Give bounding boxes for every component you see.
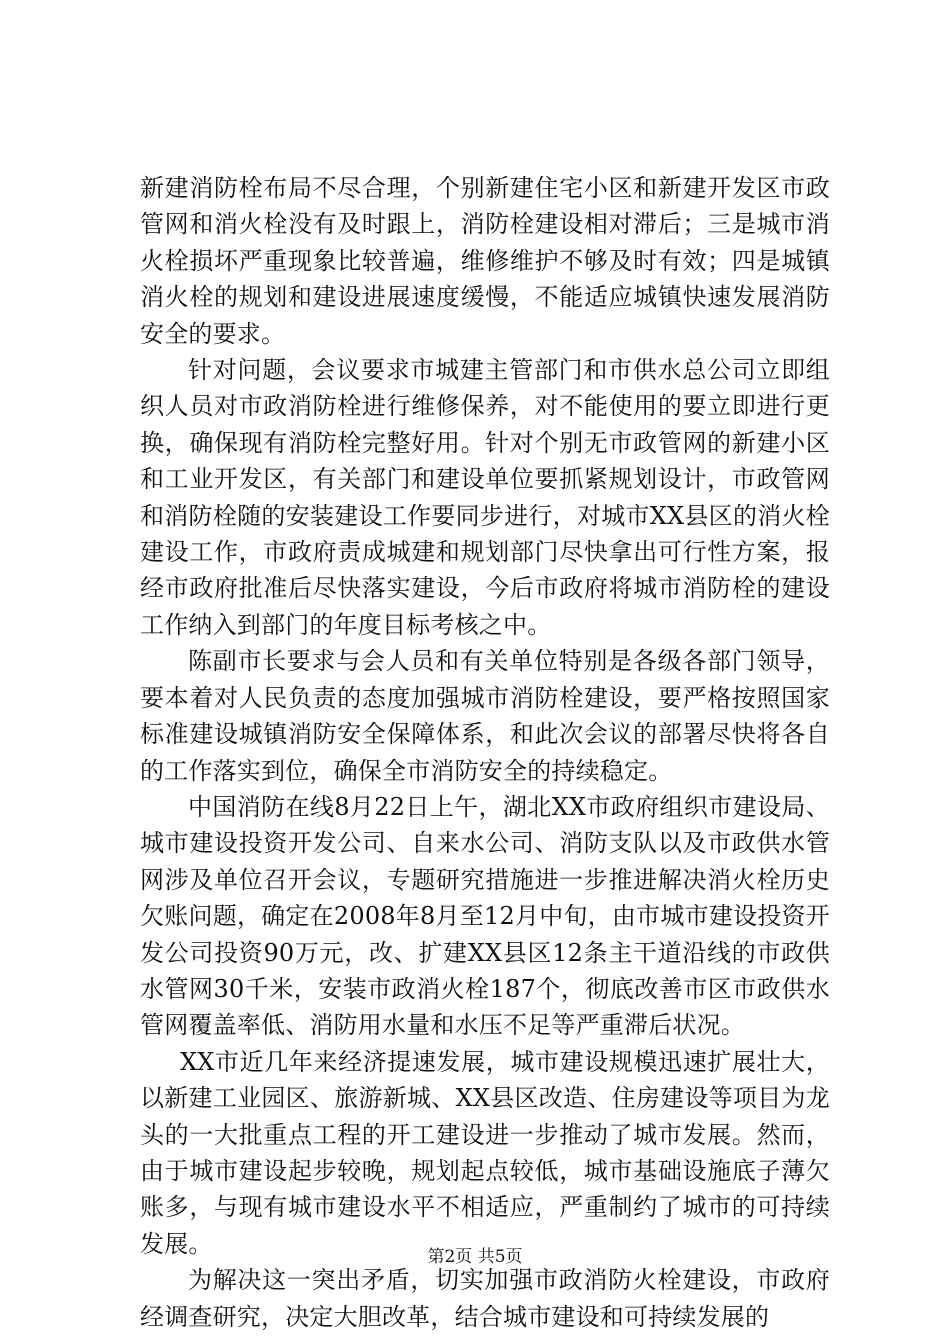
paragraph-4: 中国消防在线8月22日上午，湖北XX市政府组织市建设局、城市建设投资开发公司、自来水公司、消防支队以及市政供水管网涉及单位召开会议，专题研究措施进一步推进解决消火栓历史欠账问题，确定在2008年8月至12月中旬，由市城市建设投资开发公司投资90万元，改、扩建XX县区12条主干道沿线的市政供水管网30千米，安装市政消火栓187个，彻底改善市区市政供水管网覆盖率低、消防用水量和水压不足等严重滞后状况。: [140, 792, 830, 1040]
paragraph-3: 陈副市长要求与会人员和有关单位特别是各级各部门领导，要本着对人民负责的态度加强城市消防栓建设，要严格按照国家标准建设城镇消防安全保障体系，和此次会议的部署尽快将各自的工作落实到位，确保全市消防安全的持续稳定。: [140, 647, 830, 785]
document-body: [140, 170, 830, 1335]
paragraph-2: 针对问题，会议要求市城建主管部门和市供水总公司立即组织人员对市政消防栓进行维修保养，对不能使用的要立即进行更换，确保现有消防栓完整好用。针对个别无市政管网的新建小区和工业开发区，有关部门和建设单位要抓紧规划设计，市政管网和消防栓随的安装建设工作要同步进行，对城市XX县区的消火栓建设工作，市政府责成城建和规划部门尽快拿出可行性方案，报经市政府批准后尽快落实建设，今后市政府将城市消防栓的建设工作纳入到部门的年度目标考核之中。: [140, 356, 830, 639]
paragraph-1: 新建消防栓布局不尽合理，个别新建住宅小区和新建开发区市政管网和消火栓没有及时跟上，消防栓建设相对滞后；三是城市消火栓损坏严重现象比较普遍，维修维护不够及时有效；四是城镇消火栓的规划和建设进展速度缓慢，不能适应城镇快速发展消防安全的要求。: [140, 174, 830, 348]
page-footer: 第2页 共5页: [427, 1247, 523, 1267]
paragraph-5: XX市近几年来经济提速发展，城市建设规模迅速扩展壮大，以新建工业园区、旅游新城、XX县区改造、住房建设等项目为龙头的一大批重点工程的开工建设进一步推动了城市发展。然而，由于城市建设起步较晚，规划起点较低，城市基础设施底子薄欠账多，与现有城市建设水平不相适应，严重制约了城市的可持续发展。: [140, 1047, 830, 1258]
paragraph-6: 为解决这一突出矛盾，切实加强市政消防火栓建设，市政府经调查研究，决定大胆改革，结合城市建设和可持续发展的: [140, 1266, 830, 1331]
